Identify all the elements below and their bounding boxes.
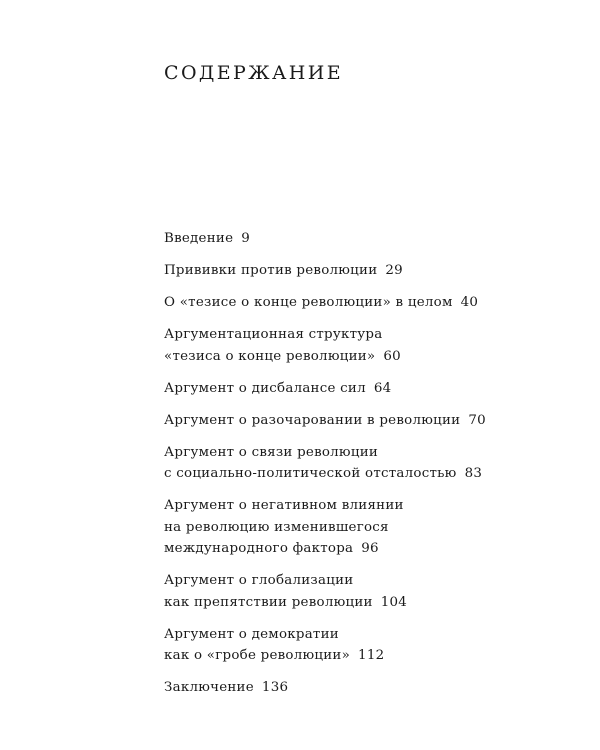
toc-entry-line: Аргумент о связи революции bbox=[164, 444, 379, 460]
toc-entry bbox=[164, 495, 584, 560]
toc-entry-text: Прививки против революции bbox=[164, 263, 378, 278]
toc-entry-line bbox=[164, 463, 584, 485]
toc-page-number: 104 bbox=[380, 594, 408, 610]
toc-entry-line: Аргумент о глобализации bbox=[164, 573, 354, 588]
toc-entry-line: на революцию изменившегося bbox=[164, 519, 389, 535]
toc-entry bbox=[164, 677, 584, 699]
toc-entry-line bbox=[164, 378, 584, 400]
toc-entry-text: «тезиса о конце революции» bbox=[164, 348, 376, 364]
toc-entry-text: Заключение bbox=[164, 680, 254, 695]
toc-entry-text: как о «гробе революции» bbox=[164, 648, 351, 663]
toc-page-number: 40 bbox=[460, 295, 479, 310]
toc-entry-line bbox=[164, 346, 584, 368]
toc-entry bbox=[164, 570, 584, 613]
toc-page-number: 29 bbox=[385, 263, 403, 278]
toc-entry-text: Введение bbox=[164, 231, 234, 246]
toc-entry-line: Аргумент о негативном влиянии bbox=[164, 498, 404, 513]
toc-entry-line bbox=[164, 292, 584, 314]
toc-entry-text: как препятствии революции bbox=[164, 594, 373, 610]
toc-page-number: 96 bbox=[361, 541, 379, 556]
page-title: СОДЕРЖАНИЕ bbox=[164, 62, 343, 84]
toc-entry-line bbox=[164, 410, 584, 432]
toc-entry bbox=[164, 378, 584, 400]
toc-entry-line bbox=[164, 260, 584, 282]
toc-page-number: 83 bbox=[464, 466, 483, 481]
toc-entry-text: международного фактора bbox=[164, 541, 354, 556]
toc-page-number: 136 bbox=[261, 680, 289, 695]
toc-page-number: 60 bbox=[383, 348, 401, 364]
table-of-contents bbox=[164, 228, 584, 709]
toc-page-number: 64 bbox=[373, 380, 392, 396]
toc-entry bbox=[164, 410, 584, 432]
toc-entry bbox=[164, 624, 584, 667]
toc-entry-line bbox=[164, 538, 584, 560]
toc-entry-line bbox=[164, 228, 584, 250]
toc-entry-line bbox=[164, 592, 584, 614]
toc-entry bbox=[164, 260, 584, 282]
toc-entry-text: О «тезисе о конце революции» в целом bbox=[164, 295, 453, 310]
toc-entry-text: Аргумент о разочаровании в революции bbox=[164, 412, 461, 428]
toc-page-number: 9 bbox=[241, 231, 251, 246]
toc-entry bbox=[164, 292, 584, 314]
toc-entry-line: Аргументационная структура bbox=[164, 327, 383, 342]
toc-entry bbox=[164, 442, 584, 485]
toc-entry-line bbox=[164, 677, 584, 699]
toc-page-number: 112 bbox=[358, 648, 385, 663]
toc-entry-line: Аргумент о демократии bbox=[164, 626, 339, 642]
toc-entry-text: Аргумент о дисбалансе сил bbox=[164, 380, 366, 396]
toc-entry bbox=[164, 228, 584, 250]
toc-entry-text: с социально-политической отсталостью bbox=[164, 466, 457, 481]
toc-entry bbox=[164, 324, 584, 367]
toc-entry-line bbox=[164, 645, 584, 667]
toc-page-number: 70 bbox=[468, 412, 486, 428]
